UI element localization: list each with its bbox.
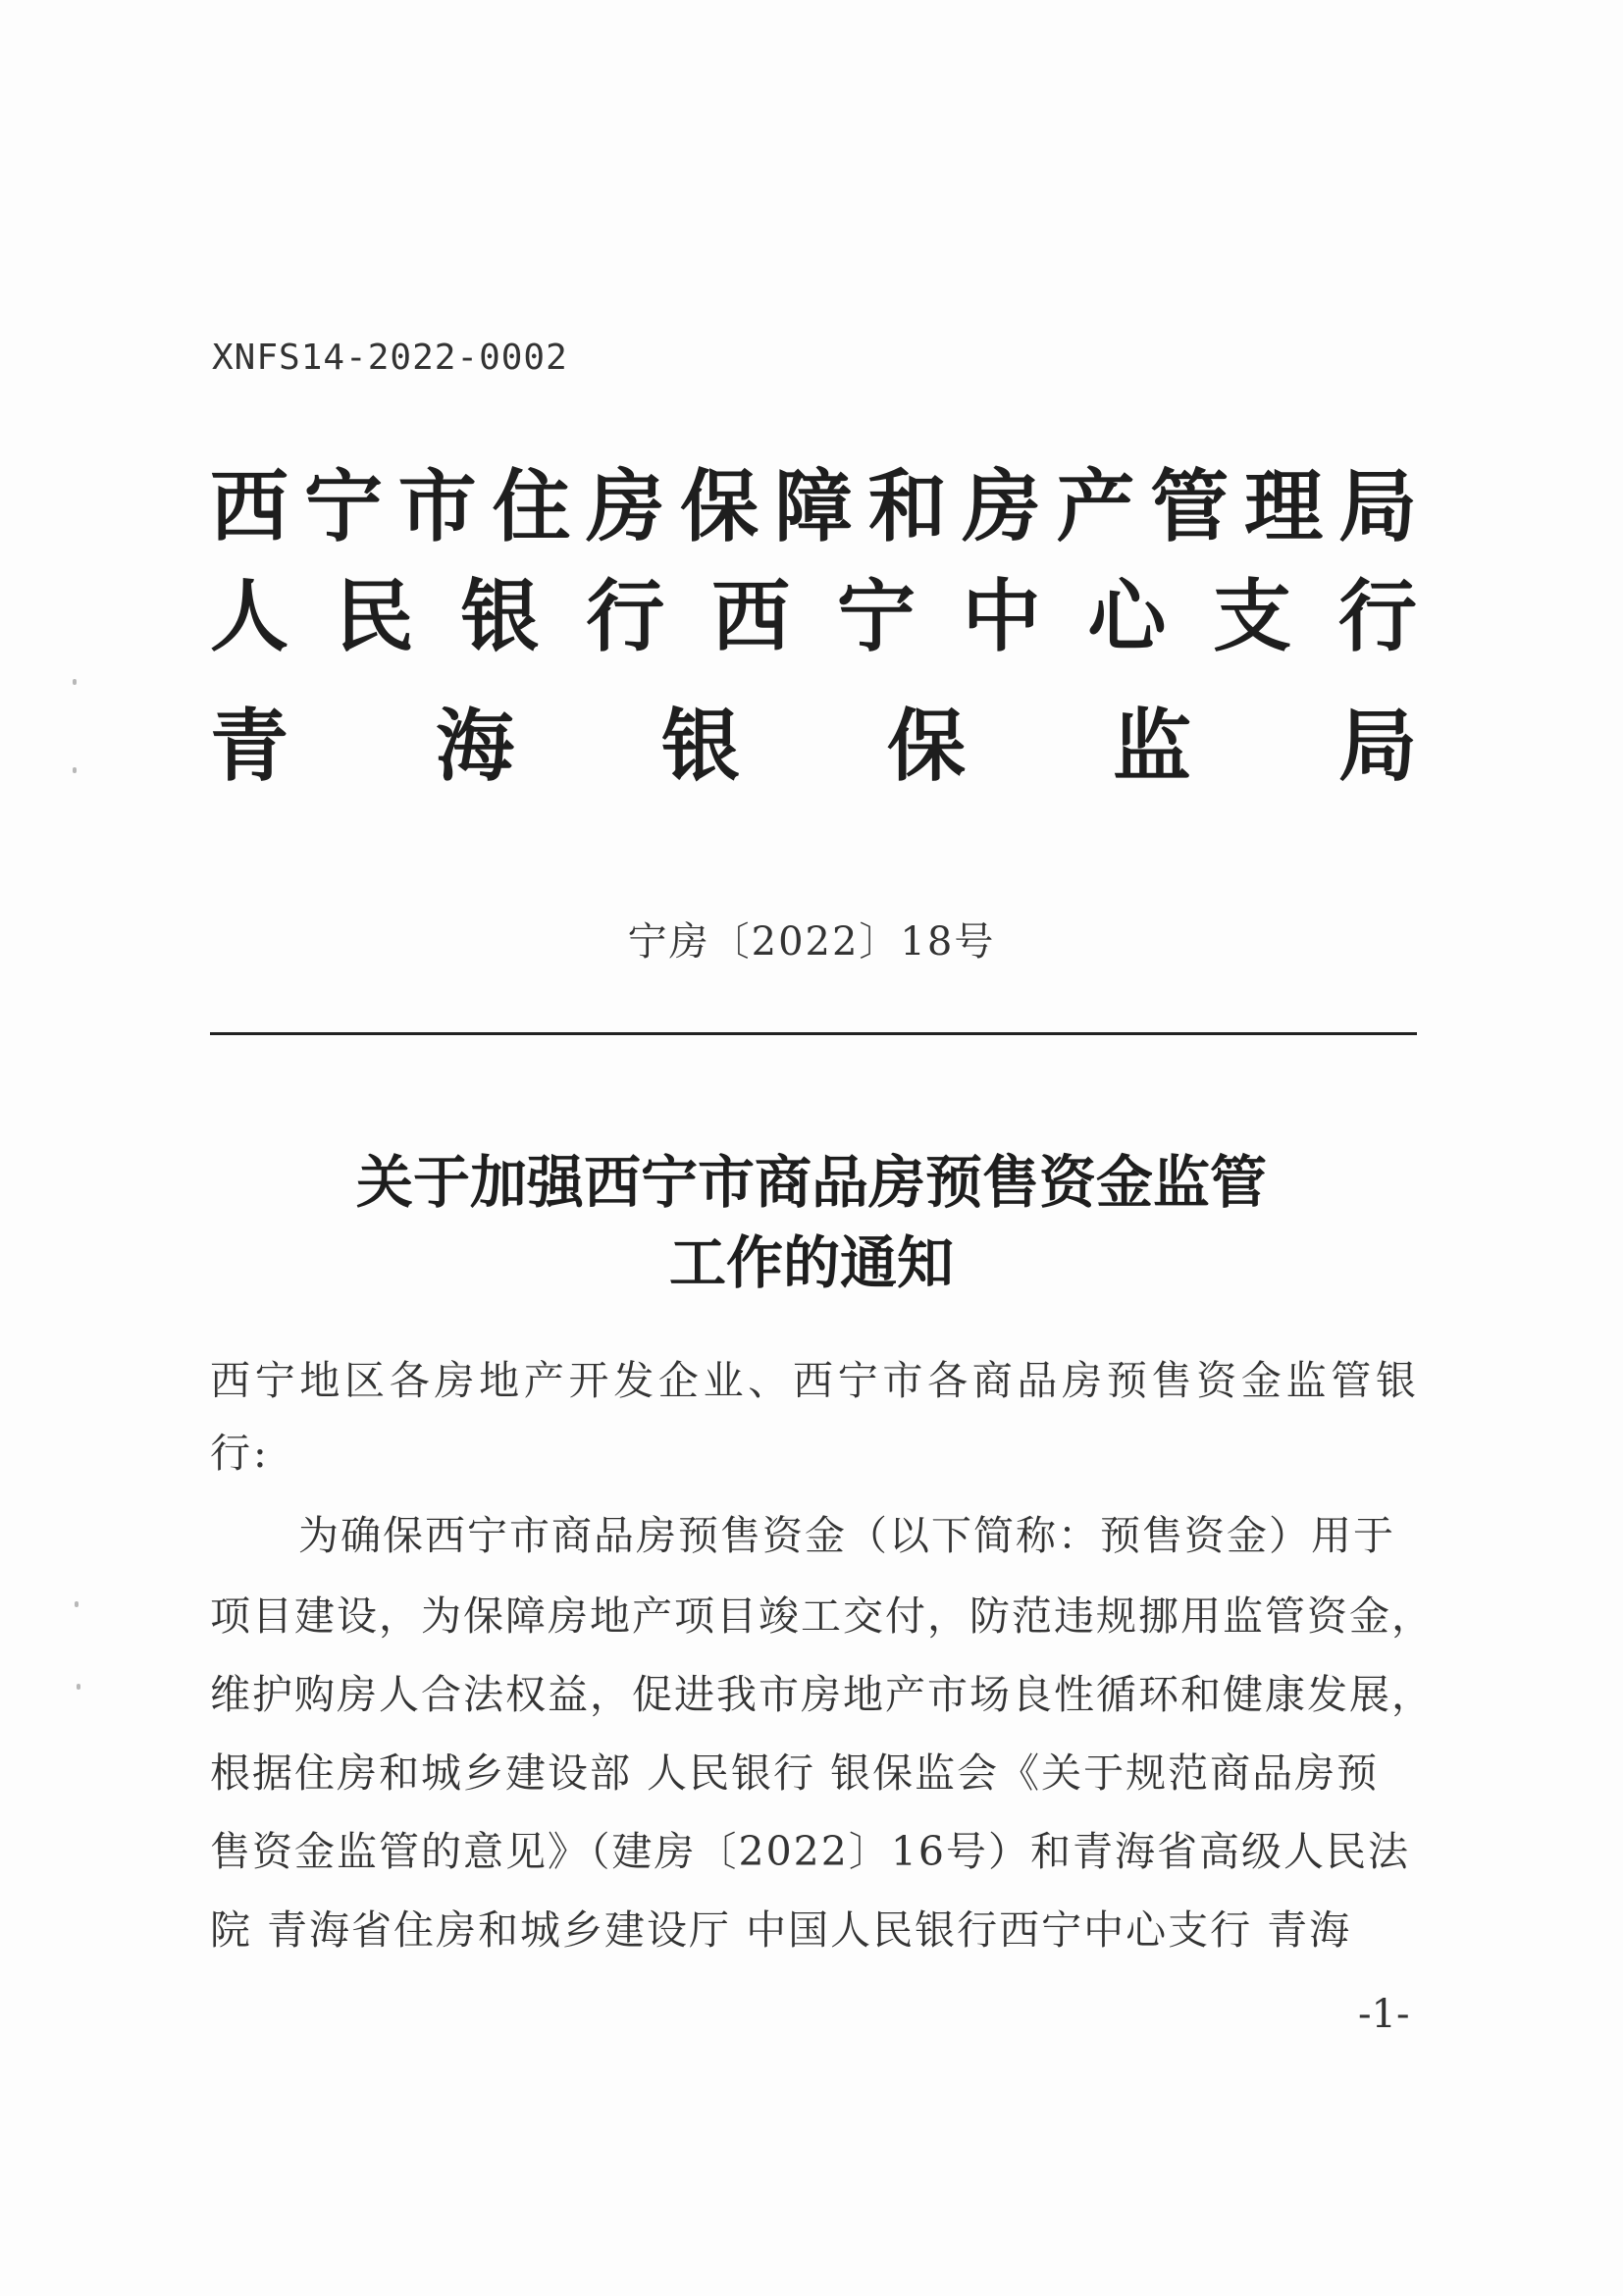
issuer-char: 房 bbox=[962, 460, 1041, 552]
issuer-char: 局 bbox=[1337, 460, 1417, 552]
issuer-char: 人 bbox=[210, 570, 288, 662]
issuer-pboc-xining bbox=[210, 567, 1417, 665]
body-line: 根据住房和城乡建设部 人民银行 银保监会《关于规范商品房预 bbox=[210, 1749, 1380, 1797]
document-code: XNFS14-2022-0002 bbox=[212, 338, 568, 378]
issuer-char: 中 bbox=[962, 570, 1041, 662]
issuer-char: 银 bbox=[661, 700, 740, 792]
issuer-char: 和 bbox=[867, 460, 947, 552]
body-line: 维护购房人合法权益，促进我市房地产市场良性循环和健康发展， bbox=[210, 1671, 1434, 1718]
issuer-char: 障 bbox=[773, 460, 853, 552]
issuer-char: 西 bbox=[210, 460, 288, 552]
document-title-line-1: 关于加强西宁市商品房预售资金监管 bbox=[355, 1149, 1267, 1216]
body-line: 项目建设，为保障房地产项目竣工交付，防范违规挪用监管资金， bbox=[210, 1592, 1434, 1640]
issuer-char: 保 bbox=[887, 700, 966, 792]
issuer-char: 青 bbox=[210, 700, 288, 792]
issuer-char: 民 bbox=[335, 570, 414, 662]
issuer-qinghai-cbirc bbox=[210, 697, 1417, 795]
issuer-char: 理 bbox=[1244, 460, 1324, 552]
issuer-char: 监 bbox=[1113, 700, 1191, 792]
body-line: 院 青海省住房和城乡建设厅 中国人民银行西宁中心支行 青海 bbox=[210, 1906, 1352, 1954]
issuer-char: 房 bbox=[586, 460, 665, 552]
recipient: 西宁地区各房地产开发企业、西宁市各商品房预售资金监管银行: bbox=[210, 1357, 1419, 1477]
issuer-char: 行 bbox=[1337, 570, 1417, 662]
body-line: 售资金监管的意见》（建房〔2022〕16号）和青海省高级人民法 bbox=[210, 1828, 1411, 1875]
document-number: 宁房〔2022〕18号 bbox=[627, 919, 996, 965]
issuer-char: 管 bbox=[1150, 460, 1230, 552]
issuer-char: 住 bbox=[492, 460, 571, 552]
issuer-housing-bureau bbox=[210, 457, 1417, 555]
document-title-line-2: 工作的通知 bbox=[668, 1229, 954, 1296]
page-number: -1- bbox=[1358, 1992, 1410, 2037]
issuer-char: 宁 bbox=[303, 460, 383, 552]
issuer-char: 局 bbox=[1338, 700, 1417, 792]
scan-speck bbox=[73, 767, 77, 773]
issuer-char: 产 bbox=[1056, 460, 1135, 552]
issuer-char: 海 bbox=[436, 700, 514, 792]
issuer-char: 行 bbox=[586, 570, 665, 662]
issuer-char: 西 bbox=[711, 570, 791, 662]
scan-speck bbox=[77, 1684, 80, 1690]
header-divider bbox=[210, 1032, 1417, 1035]
scan-speck bbox=[75, 1601, 79, 1607]
scan-speck bbox=[73, 679, 77, 685]
issuer-char: 支 bbox=[1213, 570, 1292, 662]
issuer-char: 银 bbox=[460, 570, 540, 662]
issuer-char: 心 bbox=[1087, 570, 1167, 662]
issuer-char: 宁 bbox=[836, 570, 916, 662]
issuer-char: 市 bbox=[397, 460, 477, 552]
issuer-char: 保 bbox=[680, 460, 759, 552]
body-line: 为确保西宁市商品房预售资金（以下简称：预售资金）用于 bbox=[298, 1512, 1395, 1559]
